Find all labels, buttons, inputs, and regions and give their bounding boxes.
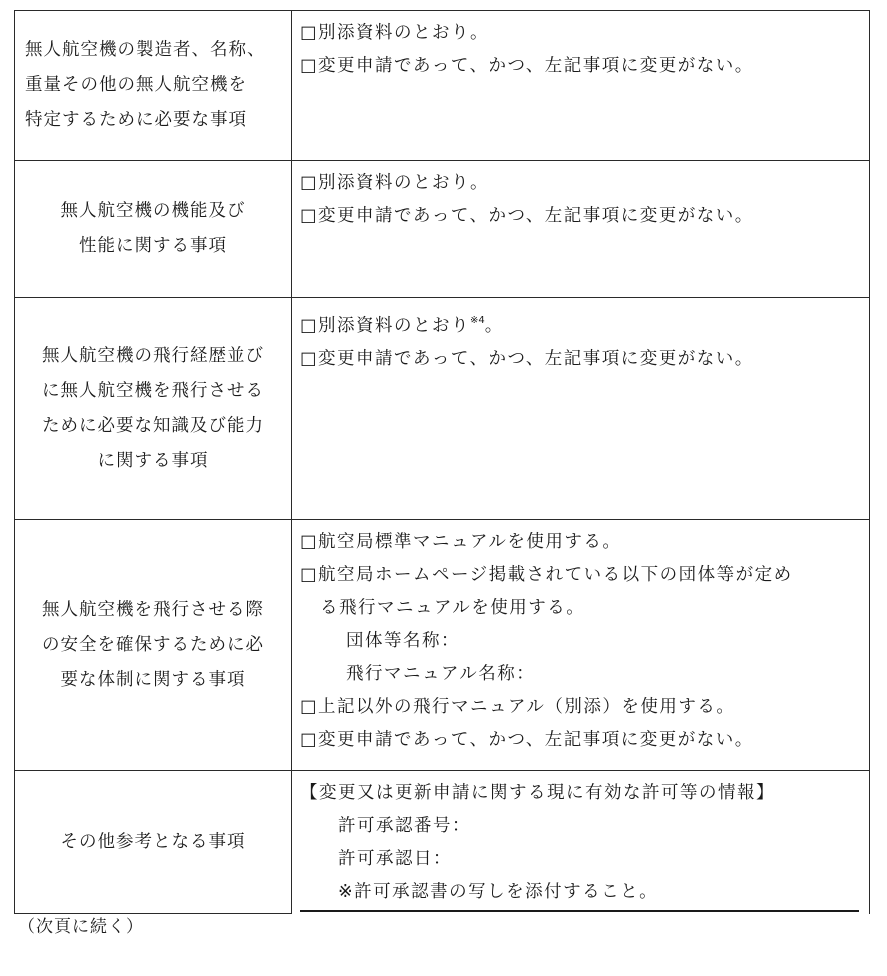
label-line: の安全を確保するために必 [42, 634, 264, 655]
option-continuation: る飛行マニュアルを使用する。 [320, 598, 586, 618]
manual-name-field[interactable]: 飛行マニュアル名称： [346, 664, 536, 684]
table-row [15, 520, 870, 771]
option-text: □別添資料のとおり [300, 316, 471, 336]
organization-name-field[interactable]: 団体等名称： [346, 631, 460, 651]
checkbox-option-standard-manual[interactable]: □航空局標準マニュアルを使用する。 [300, 532, 622, 552]
footnote-marker: ※4 [470, 315, 485, 326]
section-heading: 【変更又は更新申請に関する現に有効な許可等の情報】 [300, 783, 775, 803]
checkbox-option-attached[interactable]: □別添資料のとおり。 [300, 23, 490, 43]
checkbox-option-attached[interactable]: □別添資料のとおり。 [300, 173, 490, 193]
table-row [15, 11, 870, 161]
table-row [15, 298, 870, 520]
label-line: 特定するために必要な事項 [25, 110, 247, 130]
application-form-table [14, 10, 870, 914]
label-line: 無人航空機の製造者、名称、 [25, 40, 266, 60]
row-label-safety-system [15, 520, 292, 771]
checkbox-option-organization-manual[interactable]: □航空局ホームページ掲載されている以下の団体等が定め [300, 565, 793, 585]
row-content-other-reference [292, 771, 870, 914]
checkbox-option-no-change[interactable]: □変更申請であって、かつ、左記事項に変更がない。 [300, 349, 754, 369]
checkbox-option-attached[interactable] [300, 304, 861, 343]
row-content-safety-system [292, 520, 870, 771]
table-row [15, 771, 870, 914]
label-line: 無人航空機の飛行経歴並び [42, 345, 264, 366]
label-line: 無人航空機の機能及び [60, 201, 246, 221]
row-label-aircraft-identification [15, 11, 292, 161]
row-label-flight-history-knowledge [15, 298, 292, 520]
option-text-end: 。 [484, 316, 504, 336]
label-line: に関する事項 [97, 450, 209, 471]
permit-date-field[interactable]: 許可承認日： [338, 849, 452, 869]
table-row [15, 161, 870, 298]
bottom-rule [300, 910, 859, 912]
label-line: 無人航空機を飛行させる際 [42, 599, 264, 620]
label-line: その他参考となる事項 [60, 831, 246, 852]
row-label-functions-performance [15, 161, 292, 298]
checkbox-option-other-manual[interactable]: □上記以外の飛行マニュアル（別添）を使用する。 [300, 697, 736, 717]
label-line: に無人航空機を飛行させる [42, 380, 264, 401]
checkbox-option-no-change[interactable]: □変更申請であって、かつ、左記事項に変更がない。 [300, 206, 754, 226]
row-label-other-reference [15, 771, 292, 914]
checkbox-option-no-change[interactable]: □変更申請であって、かつ、左記事項に変更がない。 [300, 730, 754, 750]
continued-next-page-note: （次頁に続く） [18, 917, 144, 937]
row-content-functions-performance [292, 161, 870, 298]
row-content-aircraft-identification [292, 11, 870, 161]
attachment-note: ※許可承認書の写しを添付すること。 [338, 882, 659, 902]
label-line: ために必要な知識及び能力 [42, 415, 264, 436]
permit-number-field[interactable]: 許可承認番号： [338, 816, 471, 836]
label-line: 性能に関する事項 [79, 236, 227, 256]
label-line: 要な体制に関する事項 [60, 669, 246, 690]
label-line: 重量その他の無人航空機を [25, 75, 247, 95]
row-content-flight-history-knowledge [292, 298, 870, 520]
checkbox-option-no-change[interactable]: □変更申請であって、かつ、左記事項に変更がない。 [300, 56, 754, 76]
